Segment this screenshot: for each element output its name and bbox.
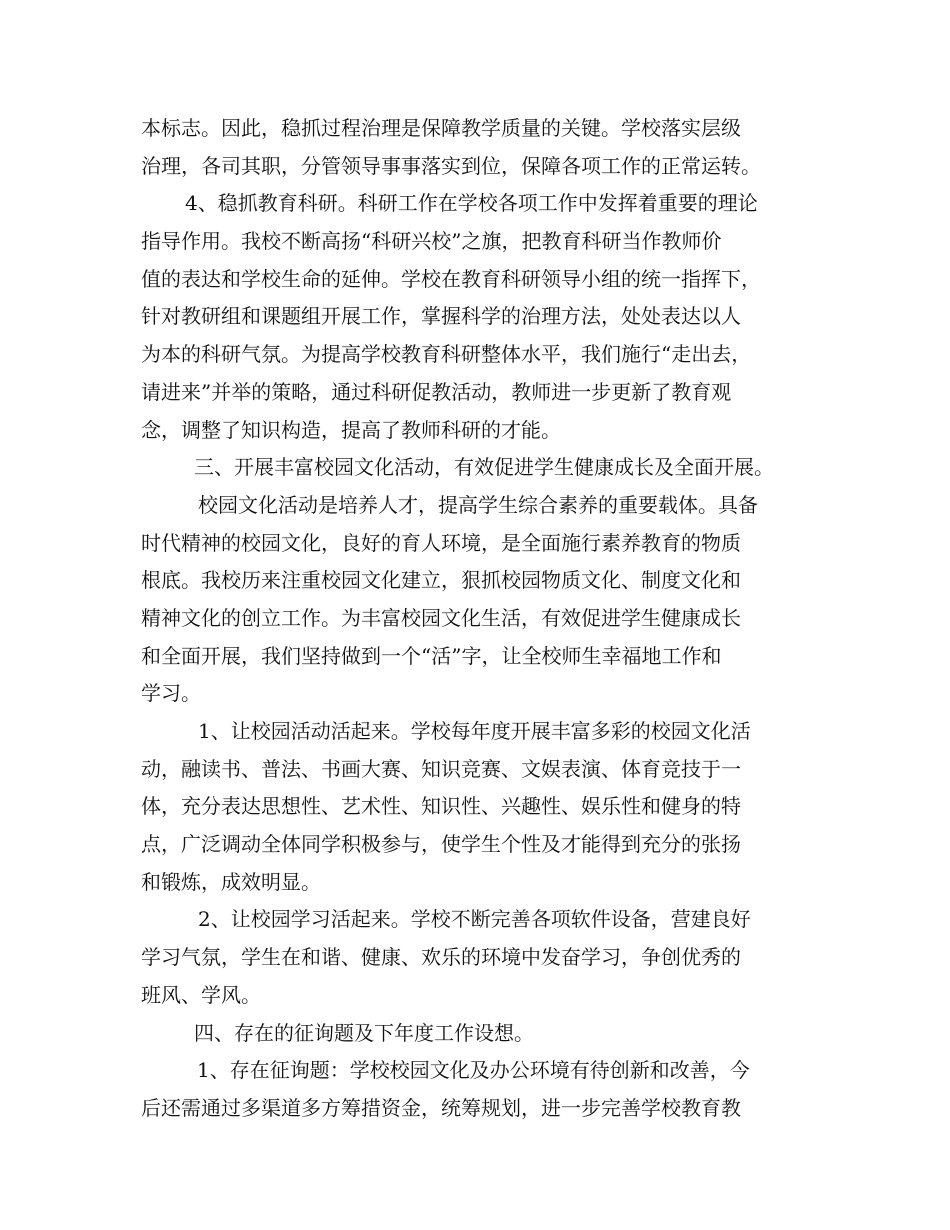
text-line: 2、让校园学习活起来。学校不断完善各项软件设备，营建良好 [198,907,751,932]
text-line: 后还需通过多渠道多方筹措资金，统筹规划，进一步完善学校教育教 [141,1095,741,1120]
text-line: 学习气氛，学生在和谐、健康、欢乐的环境中发奋学习，争创优秀的 [141,945,741,970]
text-line: 4、稳抓教育科研。科研工作在学校各项工作中发挥着重要的理论 [185,191,758,216]
document-body [141,110,811,1128]
section-heading: 三、开展丰富校园文化活动，有效促进学生健康成长及全面开展。 [194,455,774,480]
text-line: 根底。我校历来注重校园文化建立，狠抓校园物质文化、制度文化和 [141,568,741,593]
text-line: 校园文化活动是培养人才，提高学生综合素养的重要载体。具备 [198,492,758,517]
text-line: 动，融读书、普法、书画大赛、知识竞赛、文娱表演、体育竞技于一 [141,756,741,781]
text-line: 精神文化的创立工作。为丰富校园文化生活，有效促进学生健康成长 [141,605,741,630]
text-line: 点，广泛调动全体同学积极参与，使学生个性及才能得到充分的张扬 [141,832,741,857]
text-line: 学习。 [141,681,201,706]
text-line: 念，调整了知识构造，提高了教师科研的才能。 [141,417,561,442]
text-line: 和全面开展，我们坚持做到一个“活”字，让全校师生幸福地工作和 [141,643,722,668]
text-line: 本标志。因此，稳抓过程治理是保障教学质量的关键。学校落实层级 [141,116,741,140]
section-heading: 四、存在的征询题及下年度工作设想。 [194,1020,534,1045]
text-line: 1、存在征询题：学校校园文化及办公环境有待创新和改善，今 [197,1058,750,1083]
text-line: 请进来”并举的策略，通过科研促教活动，教师进一步更新了教育观 [141,379,732,404]
text-line: 指导作用。我校不断高扬“科研兴校”之旗，把教育科研当作教师价 [141,229,722,254]
text-line: 和锻炼，成效明显。 [141,869,321,894]
text-line: 体，充分表达思想性、艺术性、知识性、兴趣性、娱乐性和健身的特 [141,794,741,819]
text-line: 治理，各司其职，分管领导事事落实到位，保障各项工作的正常运转。 [141,153,761,178]
text-line: 班风、学风。 [141,982,261,1007]
text-line: 值的表达和学校生命的延伸。学校在教育科研领导小组的统一指挥下， [141,266,761,291]
text-line: 为本的科研气氛。为提高学校教育科研整体水平，我们施行“走出去， [141,342,752,367]
text-line: 时代精神的校园文化，良好的育人环境，是全面施行素养教育的物质 [141,530,741,555]
text-line: 针对教研组和课题组开展工作，掌握科学的治理方法，处处表达以人 [141,304,741,329]
text-line: 1、让校园活动活起来。学校每年度开展丰富多彩的校园文化活 [198,719,751,743]
